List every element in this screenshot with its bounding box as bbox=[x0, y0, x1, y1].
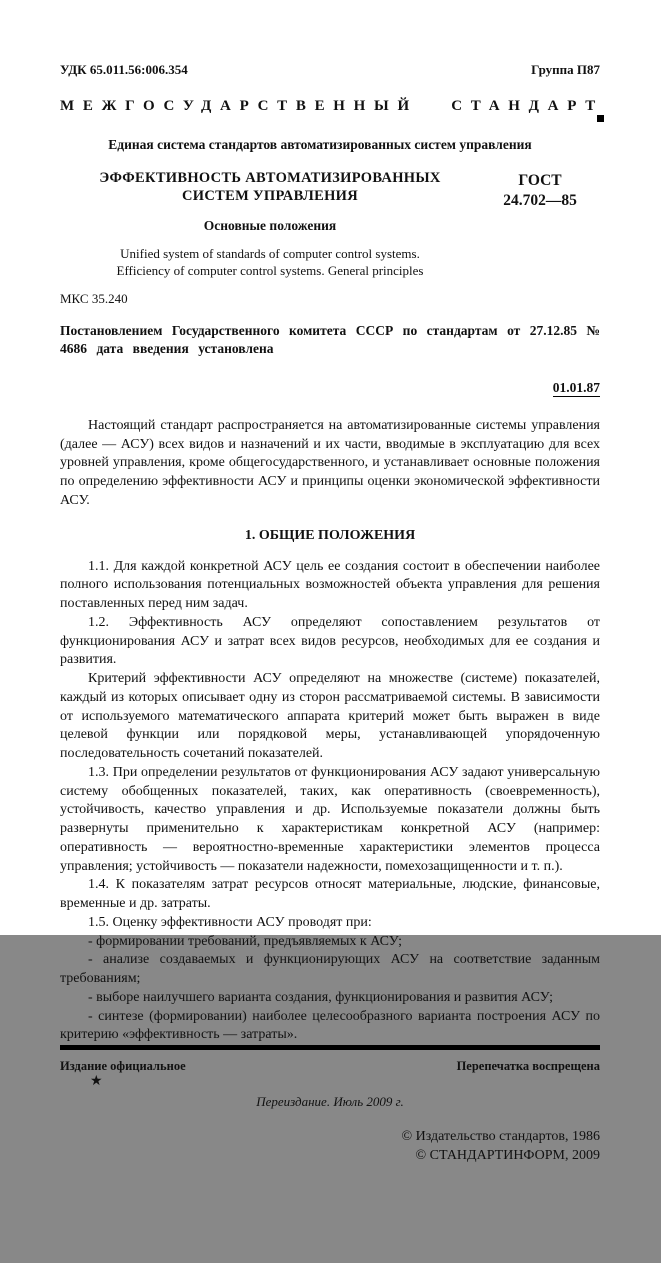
paragraph-1-3: 1.3. При определении результатов от функционирования АСУ задают универсальную систему обобщенных показателей, таких, как оперативность (своевременность), устойчивость, качество управления и др. Используемые показатели должны быть развернуты применительно к характеристикам конкретной АСУ (например: оперативность — вероятностно-временные характеристики элементов процесса управления; устойчивость — показатели надежности, помехозащищенности и т. п.). bbox=[60, 764, 600, 874]
mks-code: МКС 35.240 bbox=[60, 291, 128, 307]
paragraph-1-4: 1.4. К показателям затрат ресурсов относят материальные, людские, финансовые, временные и др. затраты. bbox=[60, 877, 600, 912]
star-icon: ★ bbox=[90, 1074, 103, 1090]
document-title-english bbox=[60, 246, 480, 280]
copyright-block bbox=[60, 1128, 600, 1263]
decree-text: Постановлением Государственного комитета СССР по стандартам от 27.12.85 № 4686 дата введения установлена bbox=[60, 323, 600, 357]
title-block bbox=[60, 169, 600, 280]
copyright-line-2009: © СТАНДАРТИНФОРМ, 2009 bbox=[415, 1148, 600, 1164]
section-1-heading: 1. ОБЩИЕ ПОЛОЖЕНИЯ bbox=[244, 527, 416, 543]
divider-footer bbox=[60, 1045, 600, 1050]
gost-number-block bbox=[480, 169, 600, 280]
gost-label: ГОСТ bbox=[518, 172, 562, 189]
document-subtitle: Основные положения bbox=[203, 218, 337, 234]
document-title-english-line2: Efficiency of computer control systems. General principles bbox=[116, 263, 424, 279]
udk-code: УДК 65.011.56:006.354 bbox=[60, 62, 188, 77]
gost-number: 24.702—85 bbox=[503, 192, 577, 210]
document-title-line1: ЭФФЕКТИВНОСТЬ АВТОМАТИЗИРОВАННЫХ bbox=[99, 170, 441, 186]
group-code: Группа П87 bbox=[531, 62, 600, 77]
reissue-note: Переиздание. Июль 2009 г. bbox=[256, 1094, 404, 1110]
paragraph-1-2-criterion: Критерий эффективности АСУ определяют на множестве (системе) показателей, каждый из которых описывает одну из сторон рассматриваемой системы. В зависимости от используемого математического аппарата критерий может быть выражен в виде целевой функции или порядковой меры, устанавливающей упорядоченную последовательность сочетаний показателей. bbox=[60, 671, 600, 762]
scan-mark bbox=[597, 115, 604, 122]
official-edition-label: Издание официальное bbox=[60, 1059, 186, 1074]
effective-date-row bbox=[60, 379, 600, 397]
list-item-analysis: - анализе создаваемых и функционирующих АСУ на соответствие заданным требованиям; bbox=[60, 952, 600, 987]
standards-system-title: Единая система стандартов автоматизированных систем управления bbox=[108, 137, 532, 152]
page-footer bbox=[60, 1045, 600, 1263]
document-title-english-line1: Unified system of standards of computer control systems. bbox=[120, 246, 420, 262]
copyright-line-1986: © Издательство стандартов, 1986 bbox=[401, 1129, 600, 1145]
paragraph-1-1: 1.1. Для каждой конкретной АСУ цель ее создания состоит в обеспечении наиболее полного использования потенциальных возможностей объекта управления для решения поставленных перед ним задач. bbox=[60, 558, 600, 612]
intro-paragraph: Настоящий стандарт распространяется на автоматизированные системы управления (далее — АСУ) всех видов и назначений и их части, вводимые в эксплуатацию для всех уровней управления, кроме общегосударственного, и устанавливает основные положения по определению эффективности АСУ и принципы оценки экономической эффективности АСУ. bbox=[60, 417, 600, 508]
standard-type-title: МЕЖГОСУДАРСТВЕННЫЙ СТАНДАРТ bbox=[60, 98, 604, 114]
document-title-line2: СИСТЕМ УПРАВЛЕНИЯ bbox=[182, 188, 358, 205]
list-item-requirements: - формировании требований, предъявляемых к АСУ; bbox=[88, 933, 403, 949]
list-item-synthesis: - синтезе (формировании) наиболее целесообразного варианта построения АСУ по критерию «эффективность — затраты». bbox=[60, 1008, 600, 1043]
paragraph-1-2: 1.2. Эффективность АСУ определяют сопоставлением результатов от функционирования АСУ и затрат всех видов ресурсов, необходимых для ее создания и развития. bbox=[60, 614, 600, 668]
title-left-column bbox=[60, 169, 480, 280]
classification-row bbox=[60, 62, 600, 78]
document-title bbox=[60, 169, 480, 205]
list-item-selection: - выборе наилучшего варианта создания, функционирования и развития АСУ; bbox=[88, 989, 553, 1005]
reprint-forbidden-label: Перепечатка воспрещена bbox=[456, 1059, 600, 1074]
effective-date: 01.01.87 bbox=[552, 379, 600, 395]
footer-notice-row bbox=[60, 1059, 600, 1074]
paragraph-1-5: 1.5. Оценку эффективности АСУ проводят при: bbox=[88, 914, 372, 930]
